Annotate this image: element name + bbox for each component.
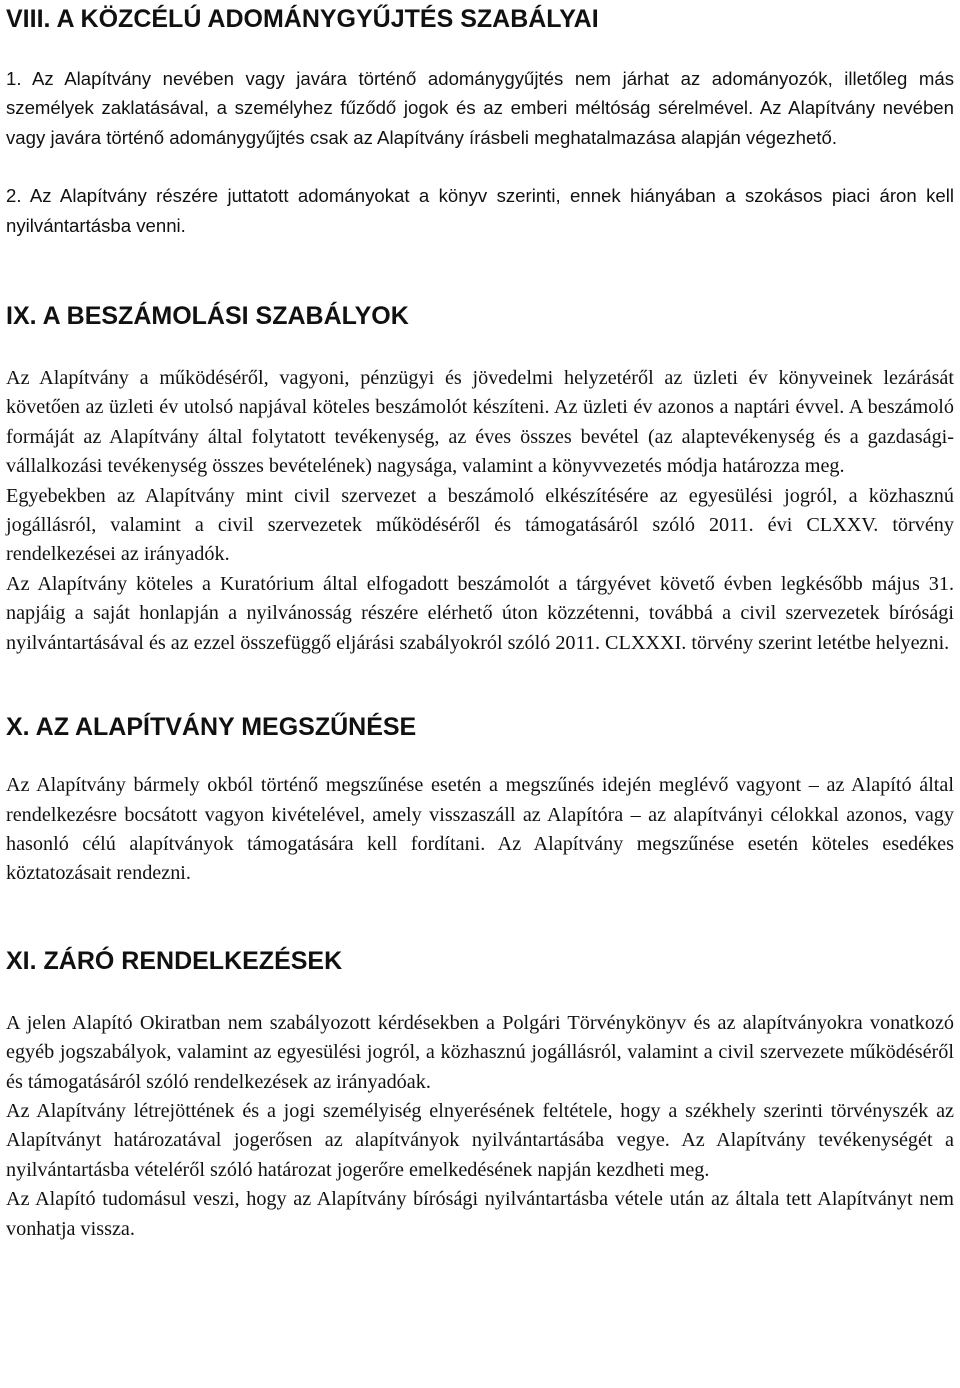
section-heading-ix: IX. A BESZÁMOLÁSI SZABÁLYOK xyxy=(6,302,409,331)
section-x-paragraph-1: Az Alapítvány bármely okból történő megszűnése esetén a megszűnés idején meglévő vagyont – az Alapító által rendelkezésre bocsátott vagyon kivételével, amely visszaszáll az Alapítóra – az alapítványi célokkal azonos, vagy hasonló célú alapítványok támogatására kell fordítani. Az Alapítvány megszűnése esetén köteles esedékes köztatozásait rendezni. xyxy=(6,774,954,885)
section-xi-paragraph-2: Az Alapítvány létrejöttének és a jogi személyiség elnyerésének feltétele, hogy a székhely szerinti törvényszék az Alapítványt határozatával jogerősen az alapítványok nyilvántartásába vegye. Az Alapítvány tevékenységét a nyilvántartásba vételéről szóló határozat jogerőre emelkedésének napján kezdheti meg. xyxy=(6,1099,954,1181)
section-xi-paragraph-3: Az Alapító tudomásul veszi, hogy az Alapítvány bírósági nyilvántartásba vétele után az általa tett Alapítványt nem vonhatja vissza. xyxy=(6,1188,954,1240)
document-page xyxy=(6,0,954,1244)
section-xi-paragraph-1: A jelen Alapító Okiratban nem szabályozott kérdésekben a Polgári Törvénykönyv és az alapítványokra vonatkozó egyéb jogszabályok, valamint az egyesülési jogról, a közhasznú jogállásról, valamint a civil szervezete működéséről és támogatásáról szóló rendelkezések az irányadóak. xyxy=(6,1011,954,1093)
section-ix-paragraph-1: Az Alapítvány a működéséről, vagyoni, pénzügyi és jövedelmi helyzetéről az üzleti év könyveinek lezárását követően az üzleti év utolsó napjával köteles beszámolót készíteni. Az üzleti év azonos a naptári évvel. A beszámoló formáját az Alapítvány által folytatott tevékenység, az éves összes bevétel (az alaptevékenység és a gazdasági-vállalkozási tevékenység összes bevételének) nagysága, valamint a könyvvezetés módja határozza meg. xyxy=(6,367,954,478)
section-viii-paragraph-1: 1. Az Alapítvány nevében vagy javára történő adománygyűjtés nem járhat az adományozók, illetőleg más személyek zaklatásával, a személyhez fűződő jogok és az emberi méltóság sérelmével. Az Alapítvány nevében vagy javára történő adománygyűjtés csak az Alapítvány írásbeli meghatalmazása alapján végezhető. xyxy=(6,68,954,148)
section-heading-viii: VIII. A KÖZCÉLÚ ADOMÁNYGYŰJTÉS SZABÁLYAI xyxy=(6,5,599,33)
section-heading-x: X. AZ ALAPÍTVÁNY MEGSZŰNÉSE xyxy=(6,713,417,742)
section-heading-xi: XI. ZÁRÓ RENDELKEZÉSEK xyxy=(6,946,343,975)
section-ix-paragraph-3: Az Alapítvány köteles a Kuratórium által elfogadott beszámolót a tárgyévet követő évben legkésőbb május 31. napjáig a saját honlapján a nyilvánosság részére elérhető úton közzétenni, továbbá a civil szervezetek bírósági nyilvántartásával és az ezzel összefüggő eljárási szabályokról szóló 2011. CLXXXI. törvény szerint letétbe helyezni. xyxy=(6,572,954,654)
section-viii-paragraph-2: 2. Az Alapítvány részére juttatott adományokat a könyv szerinti, ennek hiányában a szokásos piaci áron kell nyilvántartásba venni. xyxy=(6,185,954,236)
section-ix-paragraph-2: Egyebekben az Alapítvány mint civil szervezet a beszámoló elkészítésére az egyesülési jogról, a közhasznú jogállásról, valamint a civil szervezetek működéséről és támogatásáról szóló 2011. évi CLXXV. törvény rendelkezései az irányadók. xyxy=(6,484,954,566)
